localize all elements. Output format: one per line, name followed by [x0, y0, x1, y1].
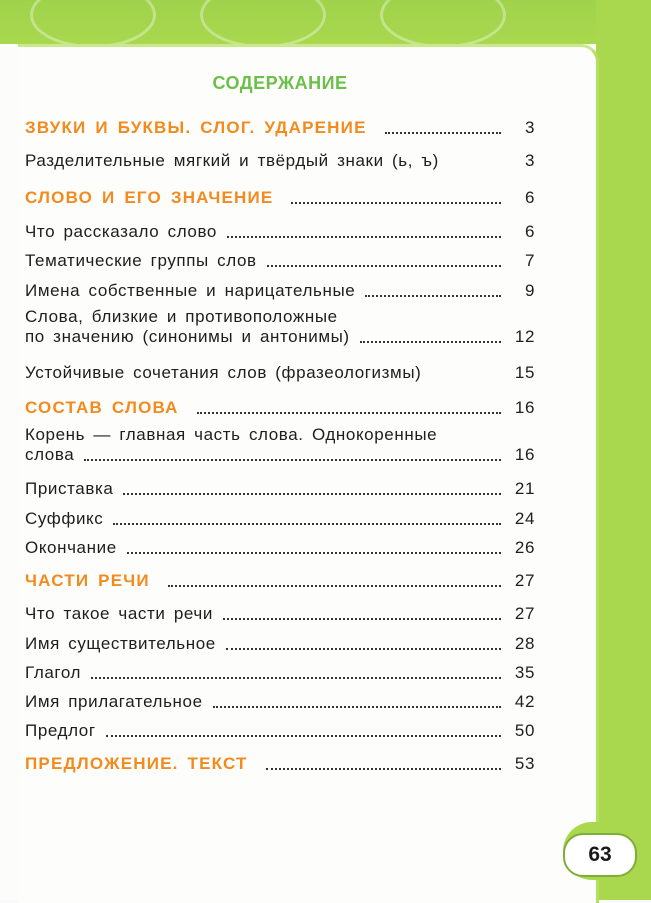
dot-leader	[91, 676, 501, 679]
dot-leader	[266, 767, 501, 770]
page-title: СОДЕРЖАНИЕ	[212, 73, 348, 93]
dot-leader	[360, 340, 501, 343]
dot-leader	[113, 522, 501, 525]
toc-section-label: ПРЕДЛОЖЕНИЕ. ТЕКСТ	[25, 754, 248, 773]
toc-page-number: 3	[524, 118, 535, 137]
dot-leader	[385, 131, 501, 134]
toc-page-number: 7	[524, 251, 535, 270]
toc-item-label: Разделительные мягкий и твёрдый знаки (ь, ъ)	[25, 151, 439, 170]
toc-item-label-line1: Слова, близкие и противоположные	[25, 307, 338, 326]
toc-item-label: Что такое части речи	[25, 604, 213, 623]
toc-item-label: Приставка	[25, 479, 114, 498]
dot-leader	[365, 294, 501, 297]
toc-item-row	[25, 151, 535, 171]
toc-page-number: 53	[514, 754, 535, 773]
toc-item-label-line1: Корень — главная часть слова. Однокоренные	[25, 425, 438, 444]
toc-page-number: 42	[514, 692, 535, 711]
toc-item-row	[25, 721, 535, 741]
toc-item-row	[25, 538, 535, 558]
decorative-swirl	[200, 0, 326, 48]
dot-leader	[168, 584, 501, 587]
toc-page-number: 50	[514, 721, 535, 740]
toc-item-row	[25, 634, 535, 654]
toc-item-label: Окончание	[25, 538, 117, 557]
decorative-swirl	[380, 0, 506, 48]
toc-item-label: Суффикс	[25, 509, 104, 528]
toc-section-label: СЛОВО И ЕГО ЗНАЧЕНИЕ	[25, 188, 274, 207]
toc-section-label: ЧАСТИ РЕЧИ	[25, 571, 150, 590]
dot-leader	[291, 201, 501, 204]
toc-section-label: СОСТАВ СЛОВА	[25, 398, 179, 417]
toc-item-label: Глагол	[25, 663, 82, 682]
toc-item-row	[25, 251, 535, 271]
toc-item-row	[25, 363, 535, 383]
dot-leader	[197, 411, 501, 414]
toc-page-number: 6	[524, 222, 535, 241]
toc-item-row	[25, 222, 535, 242]
toc-section-row	[25, 571, 535, 591]
dot-leader	[123, 492, 501, 495]
toc-section-row	[25, 188, 535, 208]
dot-leader	[267, 264, 501, 267]
toc-item-label: Устойчивые сочетания слов (фразеологизмы)	[25, 363, 422, 382]
toc-item-label: Имя прилагательное	[25, 692, 203, 711]
toc-page-number: 27	[514, 571, 535, 590]
toc-item-label: Предлог	[25, 721, 96, 740]
toc-page-number: 9	[524, 281, 535, 300]
toc-page-number: 28	[514, 634, 535, 653]
toc-page-number: 16	[514, 445, 535, 464]
toc-section-row	[25, 398, 535, 418]
page-number: 63	[563, 833, 637, 877]
content-frame	[18, 44, 599, 903]
toc-item-label: Что рассказало слово	[25, 222, 217, 241]
dot-leader	[84, 458, 501, 461]
toc-item-row	[25, 604, 535, 624]
decorative-swirl	[30, 0, 156, 48]
toc-item-label: Имя существительное	[25, 634, 216, 653]
toc-page-number: 3	[524, 151, 535, 170]
toc-item-label: Имена собственные и нарицательные	[25, 281, 356, 300]
right-decorative-band	[596, 0, 651, 900]
dot-leader	[223, 617, 501, 620]
toc-page-number: 24	[514, 509, 535, 528]
toc-page-number: 15	[514, 363, 535, 382]
toc-section-row	[25, 118, 535, 138]
top-decorative-band	[0, 0, 651, 44]
toc-item-label: Тематические группы слов	[25, 251, 257, 270]
toc-section-label: ЗВУКИ И БУКВЫ. СЛОГ. УДАРЕНИЕ	[25, 118, 367, 137]
dot-leader	[226, 647, 501, 650]
toc-item-row	[25, 425, 535, 465]
toc-item-row	[25, 307, 535, 347]
toc-item-row	[25, 479, 535, 499]
toc-page-number: 35	[514, 663, 535, 682]
toc-item-label-line2: слова	[25, 445, 75, 464]
dot-leader	[127, 551, 501, 554]
toc-page-number: 16	[514, 398, 535, 417]
toc-item-row	[25, 509, 535, 529]
toc-page-number: 27	[514, 604, 535, 623]
toc-page-number: 12	[514, 327, 535, 346]
dot-leader	[227, 235, 501, 238]
dot-leader	[106, 734, 501, 737]
toc-item-label-line2: по значению (синонимы и антонимы)	[25, 327, 350, 346]
toc-item-row	[25, 692, 535, 712]
toc-item-row	[25, 281, 535, 301]
toc-page-number: 21	[514, 479, 535, 498]
toc-item-row	[25, 663, 535, 683]
toc-section-row	[25, 754, 535, 774]
toc-page-number: 6	[524, 188, 535, 207]
toc-page-number: 26	[514, 538, 535, 557]
dot-leader	[213, 705, 501, 708]
